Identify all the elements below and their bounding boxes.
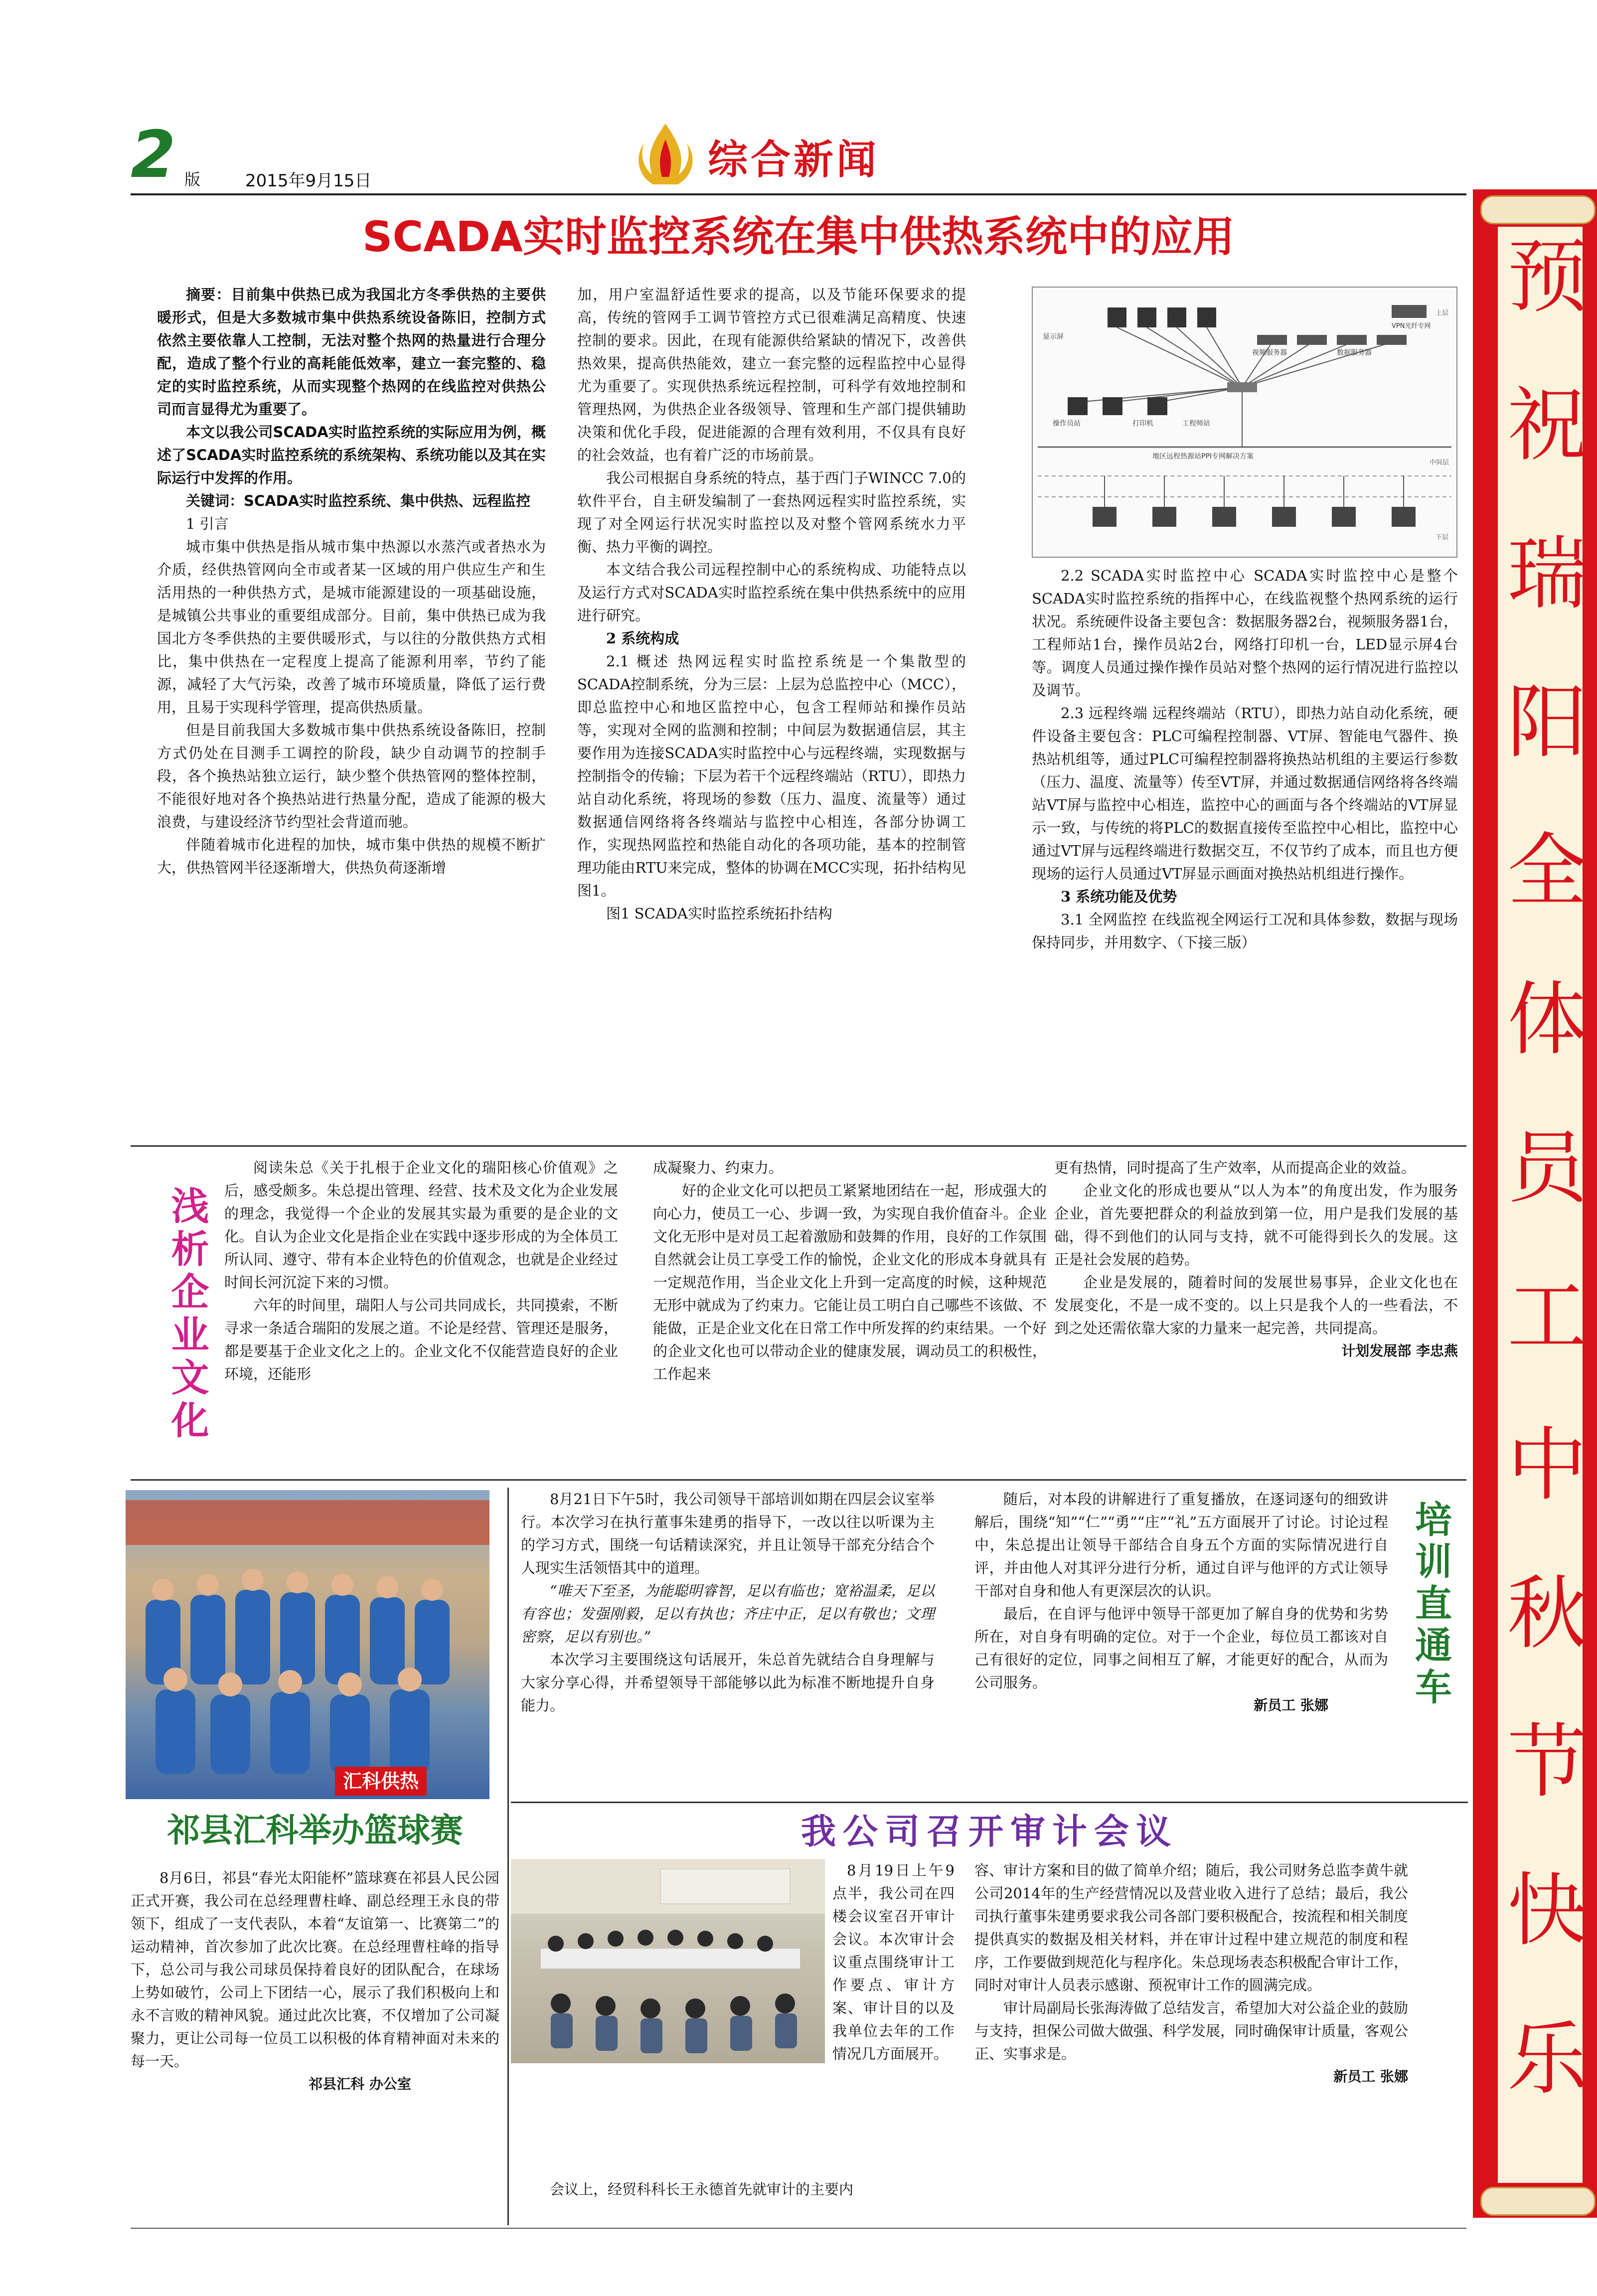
paragraph: 审计局副局长张海涛做了总结发言，希望加大对公益企业的鼓励与支持，担保公司做大做强、科学发展，同时确保审计质量，客观公正、实事求是。 <box>974 1999 1409 2062</box>
paragraph: 2.2 SCADA实时监控中心 SCADA实时监控中心是整个SCADA实时监控系统的指挥中心，在线监视整个热网系统的运行状况。系统硬件设备主要包含：数据服务器2台，视频服务器1台，工程师站1台，操作员站2台，网络打印机一台，LED显示屏4台等。调度人员通过操作操作员站对整个热网的运行情况进行监控以及调节。 <box>1032 567 1458 699</box>
paragraph: 阅读朱总《关于扎根于企业文化的瑞阳核心价值观》之后，感受颇多。朱总提出管理、经营、技术及文化为企业发展的理念，我觉得一个企业的发展其实最为重要的是企业的文化。自认为企业文化是指企业在实践中逐步形成的为全体员工所认同、遵守、带有本企业特色的价值观念，也就是企业经过时间长河沉淀下来的习惯。 <box>224 1159 618 1291</box>
paragraph: 企业文化的形成也要从“以人为本”的角度出发，作为服务企业，首先要把群众的利益放到第一位，用户是我们发展的基础，得不到他们的认同与支持，就不可能得到长久的发展。这正是社会发展的趋势。 <box>1054 1182 1458 1268</box>
paragraph: 加，用户室温舒适性要求的提高，以及节能环保要求的提高，传统的管网手工调节管控方式已很难满足高精度、快速控制的要求。因此，在现有能源供给紧缺的情况下，改善供热效果，提高供热能效，建立一套完整的远程监控中心显得尤为重要了。实现供热系统远程控制，可科学有效地控制和管理热网，为供热企业各级领导、管理和生产部门提供辅助决策和优化手段，促进能源的合理有效利用，不仅具有良好的社会效益，也有着广泛的市场前景。 <box>577 286 966 463</box>
article2-signature: 计划发展部 李忠燕 <box>1341 1343 1458 1359</box>
section-title: 综合新闻 <box>708 136 879 183</box>
diagram-label: 显示屏 <box>1043 333 1064 341</box>
paragraph: 企业是发展的，随着时间的发展世易事异，企业文化也在发展变化，不是一成不变的。以上只是我个人的一些看法，不到之处还需依靠大家的力量来一起完善，共同提高。 <box>1054 1274 1458 1337</box>
issue-date: 2015年9月15日 <box>245 171 372 191</box>
article2-col1 <box>224 1156 618 1385</box>
diagram-label: 工程师站 <box>1182 420 1210 428</box>
masthead-rule <box>131 193 1466 195</box>
paragraph: 城市集中供热是指从城市集中热源以水蒸汽或者热水为介质，经供热管网向全市或者某一区域的用户供应生产和生活用热的一种供热方式，是城市能源建设的一项基础设施，是城镇公共事业的重要组成部分。目前，集中供热已成为我国北方冬季供热的主要供暖形式，与以往的分散供热方式相比，集中供热在一定程度上提高了能源利用率，节约了能源，减轻了大气污染，改善了城市环境质量，降低了运行费用，且易于实现科学管理，提高供热质量。 <box>157 538 546 716</box>
article5-col1-after <box>521 2178 955 2201</box>
article2-col2 <box>653 1156 1047 1385</box>
paragraph: 六年的时间里，瑞阳人与公司共同成长，共同摸索，不断寻求一条适合瑞阳的发展之道。不论是经营、管理还是服务，都是要基于企业文化之上的。企业文化不仅能营造良好的企业环境，还能形 <box>224 1297 618 1382</box>
article1-heading-intro: 1 引言 <box>186 515 229 532</box>
divider <box>511 1802 1468 1803</box>
divider <box>131 1145 1466 1147</box>
paragraph: 成凝聚力、约束力。 <box>653 1159 784 1176</box>
diagram-label: 打印机 <box>1132 420 1153 428</box>
diagram-label: 下层 <box>1436 534 1449 541</box>
diagram-label: VPN光纤专网 <box>1392 322 1431 330</box>
page-number: 2 <box>131 117 176 192</box>
section-heading: 3 系统功能及优势 <box>1061 888 1177 905</box>
flame-logo-icon <box>633 120 698 189</box>
paragraph: 容、审计方案和目的做了简单介绍；随后，我公司财务总监李黄牛就公司2014年的生产经营情况以及营业收入进行了总结；最后，我公司执行董事朱建勇要求我公司各部门要积极配合，按流程和相关制度提供真实的数据及相关材料，并在审计过程中建立规范的制度和程序，工作要做到规范化与程序化。朱总现场表态积极配合审计工作，同时对审计人员表示感谢、预祝审计工作的圆满完成。 <box>974 1862 1409 1993</box>
banner-text: 预祝瑞阳全体员工中秋节快乐 <box>1494 234 1587 2165</box>
paragraph: 我公司根据自身系统的特点，基于西门子WINCC 7.0的软件平台，自主研发编制了一套热网远程实时监控系统，实现了对全网运行状况实时监控以及对整个管网系统水力平衡、热力平衡的调控。 <box>577 469 966 555</box>
basketball-team-photo <box>126 1490 489 1799</box>
paragraph: 更有热情，同时提高了生产效率，从而提高企业的效益。 <box>1054 1159 1416 1176</box>
photo-caption-badge: 汇科供热 <box>335 1767 427 1796</box>
diagram-label: 操作员站 <box>1053 420 1081 428</box>
paragraph: 会议上，经贸科科长王永德首先就审计的主要内 <box>550 2181 854 2198</box>
divider <box>507 1488 509 2225</box>
banner-scroll-bottom <box>1480 2187 1596 2216</box>
quote: “唯天下至圣，为能聪明睿智，足以有临也；宽裕温柔，足以有容也；发强刚毅，足以有执也；齐庄中正，足以有敬也；文理密察，足以有别也。” <box>521 1582 935 1645</box>
paragraph: 8月6日，祁县“春光太阳能杯”篮球赛在祁县人民公园正式开赛，我公司在总经理曹柱峰、副总经理王永良的带领下，组成了一支代表队，本着“友谊第一、比赛第二”的运动精神，首次参加了此次比赛。在总经理曹柱峰的指导下，总公司与我公司球员保持着良好的团队配合，在球场上势如破竹，公司上下团结一心，展示了我们积极向上和永不言败的精神风貌。通过此次比赛，不仅增加了公司凝聚力，更让公司每一位员工以积极的体育精神面对未来的每一天。 <box>131 1869 499 2070</box>
paragraph: 3.1 全网监控 在线监视全网运行工况和具体参数，数据与现场保持同步，并用数字、（下接三版） <box>1032 911 1458 951</box>
banner-scroll-top <box>1480 195 1596 224</box>
audit-meeting-photo <box>511 1859 825 2063</box>
article2-col3 <box>1054 1156 1458 1363</box>
diagram-label: 数据服务器 <box>1337 349 1372 357</box>
diagram-label: 视频服务器 <box>1252 349 1287 357</box>
bottom-rule <box>131 2228 1466 2229</box>
paragraph: 好的企业文化可以把员工紧紧地团结在一起，形成强大的向心力，使员工一心、步调一致，为实现自我价值奋斗。企业文化无形中是对员工起着激励和鼓舞的作用，良好的工作氛围自然就会让员工享受工作的愉悦，企业文化的形成本身就具有一定规范作用，当企业文化上升到一定高度的时候，这种规范无形中就成为了约束力。它能让员工明白自己哪些不该做、不能做，正是企业文化在日常工作中所发挥的约束结果。一个好的企业文化也可以带动企业的健康发展，调动员工的积极性，工作起来 <box>653 1182 1047 1382</box>
article1-title: SCADA实时监控系统在集中供热系统中的应用 <box>362 212 1235 261</box>
diagram-label: 地区远程热源站PPI专网解决方案 <box>1152 453 1254 460</box>
article1-col1 <box>157 283 546 879</box>
page-unit: 版 <box>184 170 201 189</box>
diagram-label: 中间层 <box>1430 459 1449 466</box>
paragraph: 2.3 远程终端 远程终端站（RTU），即热力站自动化系统，硬件设备主要包含：PLC可编程控制器、VT屏、智能电气器件、换热站机组等，通过PLC可编程控制器将换热站机组的主要运行参数（压力、温度、流量等）传至VT屏，并通过数据通信网络将各终端站VT屏与监控中心相连，监控中心的画面与各个终端站的VT屏显示一致，与传统的将PLC的数据直接传至监控中心相比，监控中心通过VT屏与远程终端进行数据交互，不仅节约了成本，而且也方便现场的运行人员通过VT屏显示画面对换热站机组进行操作。 <box>1032 705 1458 882</box>
article1-keywords: 关键词：SCADA实时监控系统、集中供热、远程监控 <box>186 492 531 509</box>
diagram-label: 上层 <box>1436 309 1449 317</box>
paragraph: 最后，在自评与他评中领导干部更加了解自身的优势和劣势所在，对自身有明确的定位。对于一个企业，每位员工都该对自己有很好的定位，同事之间相互了解，才能更好的配合，从而为公司服务。 <box>974 1605 1388 1691</box>
article5-col1-beside <box>832 1859 955 2065</box>
scada-topology-diagram <box>1032 287 1457 558</box>
paragraph: 8月19日上午9点半，我公司在四楼会议室召开审计会议。本次审计会议重点围绕审计工作要点、审计方案、审计目的以及我单位去年的工作情况几方面展开。 <box>832 1862 955 2062</box>
article3-title: 祁县汇科举办篮球赛 <box>167 1811 463 1849</box>
paragraph: 2.1 概述 热网远程实时监控系统是一个集散型的SCADA控制系统，分为三层：上层为总监控中心（MCC），即总监控中心和地区监控中心，包含工程师站和操作员站等，实现对全网的监测和控制；中间层为数据通信层，其主要作用为连接SCADA实时监控中心与远程终端，实现数据与控制指令的传输；下层为若干个远程终端站（RTU），即热力站自动化系统，将现场的参数（压力、温度、流量等）通过数据通信网络将各终端站与监控中心相连，各部分协调工作，实现热网监控和热能自动化的各项功能，基本的控制管理功能由RTU来完成，整体的协调在MCC实现，拓扑结构见图1。 <box>577 653 966 899</box>
paragraph: 伴随着城市化进程的加快，城市集中供热的规模不断扩大，供热管网半径逐渐增大，供热负荷逐渐增 <box>157 836 546 876</box>
paragraph: 随后，对本段的讲解进行了重复播放，在逐词逐句的细致讲解后，围绕“知”“仁”“勇”“庄”“礼”五方面展开了讨论。讨论过程中，朱总提出让领导干部结合自身五个方面的实际情况进行自评，并由他人对其评分进行分析，通过自评与他评的方式让领导干部对自身和他人有更深层次的认识。 <box>974 1491 1388 1599</box>
article2-title: 浅析企业文化 <box>165 1186 209 1443</box>
article3-body <box>131 1866 499 2096</box>
article4-col2 <box>974 1488 1388 1717</box>
article1-col3 <box>1032 564 1458 954</box>
article5-title: 我公司召开审计会议 <box>801 1811 1178 1852</box>
figure-caption: 图1 SCADA实时监控系统拓扑结构 <box>606 905 832 922</box>
divider <box>131 1479 1466 1481</box>
article1-intro: 本文以我公司SCADA实时监控系统的实际应用为例，概述了SCADA实时监控系统的系统架构、系统功能以及其在实际运行中发挥的作用。 <box>157 424 546 486</box>
article4-col1 <box>521 1488 935 1717</box>
paragraph: 本文结合我公司远程控制中心的系统构成、功能特点以及运行方式对SCADA实时监控系统在集中供热系统中的应用进行研究。 <box>577 561 966 624</box>
article4-signature: 新员工 张娜 <box>1254 1697 1328 1713</box>
article5-col2 <box>974 1859 1408 2088</box>
section-heading: 2 系统构成 <box>606 630 679 647</box>
article1-col2 <box>577 283 966 925</box>
article3-signature: 祁县汇科 办公室 <box>309 2076 411 2092</box>
paragraph: 但是目前我国大多数城市集中供热系统设备陈旧，控制方式仍处在目测手工调控的阶段，缺少自动调节的控制手段，各个换热站独立运行，缺少整个供热管网的整体控制，不能很好地对各个换热站进行热量分配，造成了能源的极大浪费，与建设经济节约型社会背道而驰。 <box>157 722 546 830</box>
paragraph: 本次学习主要围绕这句话展开，朱总首先就结合自身理解与大家分享心得，并希望领导干部能够以此为标准不断地提升自身能力。 <box>521 1651 935 1714</box>
article1-abstract: 摘要：目前集中供热已成为我国北方冬季供热的主要供暖形式，但是大多数城市集中供热系统设备陈旧，控制方式依然主要依靠人工控制，无法对整个热网的热量进行合理分配，造成了整个行业的高耗能低效率，建立一套完整的、稳定的实时监控系统，从而实现整个热网的在线监控对供热公司而言显得尤为重要了。 <box>157 286 546 418</box>
paragraph: 8月21日下午5时，我公司领导干部培训如期在四层会议室举行。本次学习在执行董事朱建勇的指导下，一改以往以听课为主的学习方式，围绕一句话精读深究，并且让领导干部充分结合个人现实生活领悟其中的道理。 <box>521 1491 935 1576</box>
article4-title: 培训直通车 <box>1409 1500 1452 1709</box>
article5-signature: 新员工 张娜 <box>1333 2068 1408 2085</box>
